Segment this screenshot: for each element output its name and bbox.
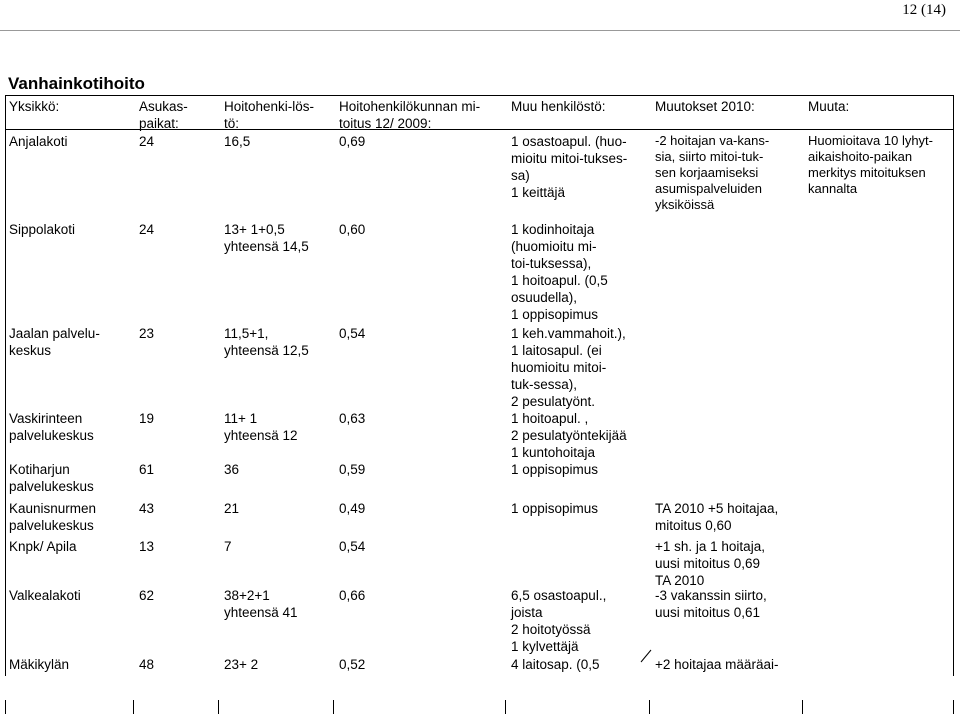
unit-cell: Jaalan palvelu- keskus xyxy=(9,326,100,358)
section-title: Vanhainkotihoito xyxy=(8,74,145,93)
places-cell: 48 xyxy=(139,657,155,672)
unit-cell: Kotiharjun palvelukeskus xyxy=(9,462,94,494)
tick-mark xyxy=(218,700,219,714)
ratio-cell: 0,66 xyxy=(339,588,366,603)
other-staff-cell: 1 kodinhoitaja (huomioitu mi- toi-tuksessa), 1 hoitoapul. (0,5 osuudella), 1 oppisopimus xyxy=(511,222,608,322)
ratio-cell: 0,59 xyxy=(339,462,366,477)
page-number: 12 (14) xyxy=(902,2,946,18)
other-staff-cell: 1 osastoapul. (huo- mioitu mitoi-tukses- sa) 1 keittäjä xyxy=(511,134,628,200)
places-cell: 43 xyxy=(139,501,155,516)
places-cell: 23 xyxy=(139,326,155,341)
other-staff-cell: 4 laitosap. (0,5 xyxy=(511,657,600,672)
tick-mark xyxy=(649,700,650,714)
other-staff-cell: 1 oppisopimus xyxy=(511,462,599,477)
unit-cell: Mäkikylän xyxy=(9,657,70,672)
ratio-cell: 0,63 xyxy=(339,411,366,426)
unit-cell: Sippolakoti xyxy=(9,222,76,237)
column-tick-marks xyxy=(0,700,960,714)
unit-cell: Anjalakoti xyxy=(9,134,68,149)
ratio-cell: 0,49 xyxy=(339,501,366,516)
other-staff-cell: 1 oppisopimus xyxy=(511,501,599,516)
care-staff-cell: 23+ 2 xyxy=(224,657,259,672)
ratio-cell: 0,60 xyxy=(339,222,366,237)
unit-cell: Vaskirinteen palvelukeskus xyxy=(9,411,94,443)
ratio-cell: 0,54 xyxy=(339,326,366,341)
care-staff-cell: 16,5 xyxy=(224,134,251,149)
header-notes: Muuta: xyxy=(808,99,850,114)
header-ratio: Hoitohenkilökunnan mi- toitus 12/ 2009: xyxy=(339,99,481,131)
places-cell: 19 xyxy=(139,411,155,426)
header-places: Asukas- paikat: xyxy=(139,99,188,131)
header-rule xyxy=(6,129,953,130)
care-staff-cell: 38+2+1 yhteensä 41 xyxy=(224,588,298,620)
unit-cell: Kaunisnurmen palvelukeskus xyxy=(9,501,97,533)
care-staff-cell: 36 xyxy=(224,462,240,477)
tick-mark xyxy=(133,700,134,714)
places-cell: 24 xyxy=(139,222,155,237)
places-cell: 13 xyxy=(139,539,155,554)
care-staff-cell: 7 xyxy=(224,539,232,554)
notes-cell: Huomioitava 10 lyhyt- aikaishoito-paikan merkitys mitoituksen kannalta xyxy=(808,133,933,196)
staffing-table xyxy=(5,95,954,676)
changes-cell: -2 hoitajan va-kans- sia, siirto mitoi-tuk- sen korjaamiseksi asumispalveluiden yksiköissä xyxy=(655,133,770,212)
other-staff-cell: 6,5 osastoapul., joista 2 hoitotyössä 1 kylvettäjä xyxy=(511,588,607,654)
tick-mark xyxy=(505,700,506,714)
changes-cell: TA 2010 +5 hoitajaa, mitoitus 0,60 xyxy=(655,501,779,533)
header-other-staff: Muu henkilöstö: xyxy=(511,99,606,114)
care-staff-cell: 21 xyxy=(224,501,240,516)
places-cell: 62 xyxy=(139,588,155,603)
tick-mark xyxy=(333,700,334,714)
other-staff-cell: 1 hoitoapul. , 2 pesulatyöntekijää 1 kuntohoitaja xyxy=(511,411,627,460)
changes-cell: +2 hoitajaa määräai- xyxy=(655,657,779,672)
unit-cell: Knpk/ Apila xyxy=(9,539,77,554)
header-changes: Muutokset 2010: xyxy=(655,99,755,114)
top-rule xyxy=(0,30,960,31)
tick-mark xyxy=(5,700,6,714)
unit-cell: Valkealakoti xyxy=(9,588,81,603)
places-cell: 61 xyxy=(139,462,155,477)
tick-mark xyxy=(802,700,803,714)
care-staff-cell: 13+ 1+0,5 yhteensä 14,5 xyxy=(224,222,309,254)
header-unit: Yksikkö: xyxy=(9,99,60,114)
tick-mark xyxy=(953,700,954,714)
care-staff-cell: 11+ 1 yhteensä 12 xyxy=(224,411,298,443)
changes-cell: +1 sh. ja 1 hoitaja, uusi mitoitus 0,69 TA 2010 xyxy=(655,539,765,588)
header-care-staff: Hoitohenki-lös- tö: xyxy=(224,99,315,131)
ratio-cell: 0,54 xyxy=(339,539,366,554)
changes-cell: -3 vakanssin siirto, uusi mitoitus 0,61 xyxy=(655,588,767,620)
diagonal-mark xyxy=(640,649,652,663)
places-cell: 24 xyxy=(139,134,155,149)
ratio-cell: 0,52 xyxy=(339,657,366,672)
ratio-cell: 0,69 xyxy=(339,134,366,149)
care-staff-cell: 11,5+1, yhteensä 12,5 xyxy=(224,326,309,358)
other-staff-cell: 1 keh.vammahoit.), 1 laitosapul. (ei huomioitu mitoi- tuk-sessa), 2 pesulatyönt. xyxy=(511,326,626,409)
